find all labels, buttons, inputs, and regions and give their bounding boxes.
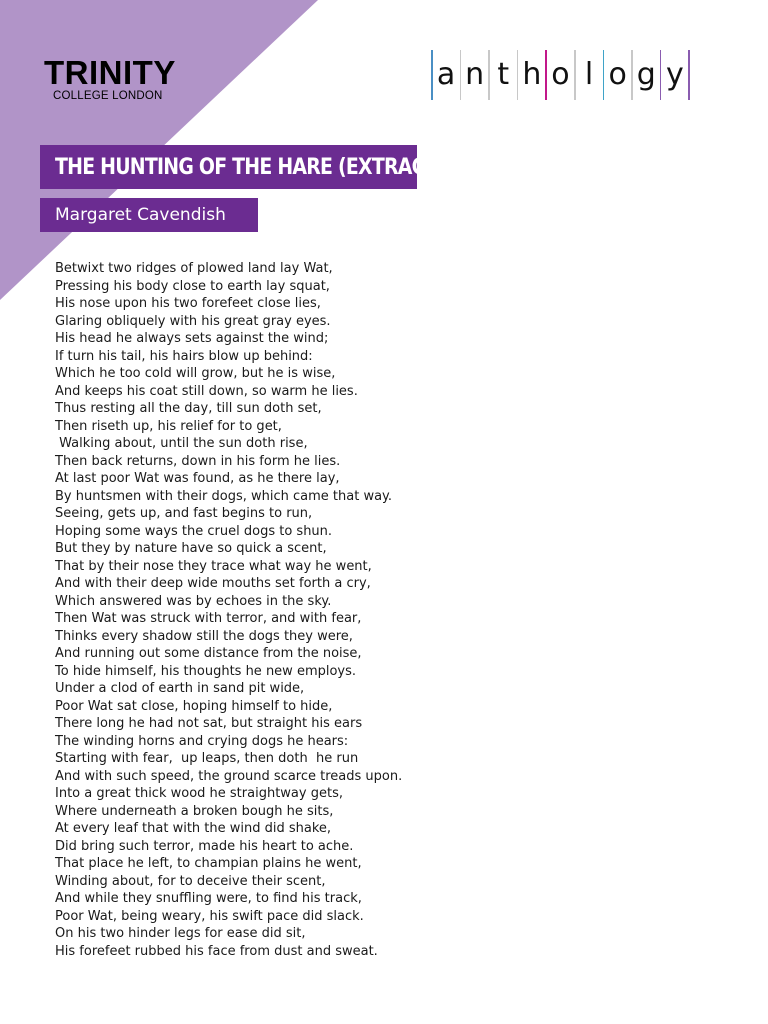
poem-line: There long he had not sat, but straight his ears	[55, 716, 363, 731]
anthology-letter: l	[584, 57, 594, 92]
poem-line: And running out some distance from the noise,	[55, 646, 362, 661]
poem-line: To hide himself, his thoughts he new employs.	[55, 663, 357, 679]
poem-line: At last poor Wat was found, as he there lay,	[55, 471, 340, 486]
poem-line: Betwixt two ridges of plowed land lay Wat,	[55, 261, 333, 276]
title-banner	[40, 145, 445, 189]
poem-line: Thus resting all the day, till sun doth set,	[55, 401, 322, 416]
anthology-letter: n	[465, 57, 485, 92]
poem-line: But they by nature have so quick a scent,	[55, 541, 327, 556]
poem-line: And with their deep wide mouths set forth a cry,	[55, 576, 371, 591]
poem-line: Where underneath a broken bough he sits,	[55, 803, 334, 819]
poem-line: And with such speed, the ground scarce treads upon.	[55, 768, 403, 784]
logo-name: TRINITY	[44, 54, 176, 91]
anthology-letter: o	[608, 57, 627, 92]
poem-line: Which he too cold will grow, but he is wise,	[55, 366, 336, 381]
trinity-college-logo	[44, 56, 176, 103]
logo-subtitle: COLLEGE LONDON	[53, 90, 163, 102]
poem-line: That by their nose they trace what way he went,	[55, 558, 372, 574]
poem-line: Which answered was by echoes in the sky.	[55, 593, 332, 609]
poem-line: His head he always sets against the wind;	[55, 331, 329, 346]
poem-line: And keeps his coat still down, so warm he lies.	[55, 383, 358, 399]
poem-line: Poor Wat sat close, hoping himself to hide,	[55, 698, 333, 714]
poem-line: Then riseth up, his relief for to get,	[55, 418, 282, 434]
poem-line: Pressing his body close to earth lay squat,	[55, 278, 330, 294]
poem-line: If turn his tail, his hairs blow up behind:	[55, 348, 313, 364]
poem-line: His nose upon his two forefeet close lies,	[55, 296, 321, 311]
author-banner	[40, 198, 258, 232]
poem-line: At every leaf that with the wind did shake,	[55, 821, 332, 836]
poem-line: His forefeet rubbed his face from dust and sweat.	[55, 943, 378, 959]
poem-line: Starting with fear, up leaps, then doth he run	[55, 751, 359, 766]
anthology-letter: h	[522, 57, 542, 92]
poem-text	[55, 260, 402, 960]
anthology-letter: a	[436, 57, 456, 92]
anthology-series-logo	[431, 50, 690, 100]
anthology-letter: t	[497, 57, 510, 92]
poem-line: Walking about, until the sun doth rise,	[55, 436, 308, 451]
poem-line: Then back returns, down in his form he lies.	[55, 453, 341, 469]
poem-line: Poor Wat, being weary, his swift pace did slack.	[55, 908, 364, 924]
poem-line: Winding about, for to deceive their scent,	[55, 873, 326, 889]
poem-line: That place he left, to champian plains he went,	[55, 856, 362, 871]
poem-line: The winding horns and crying dogs he hears:	[55, 733, 349, 749]
poem-line: Thinks every shadow still the dogs they were,	[55, 628, 353, 644]
poem-title: THE HUNTING OF THE HARE (EXTRACT)	[55, 154, 445, 180]
poem-line: Seeing, gets up, and fast begins to run,	[55, 506, 313, 521]
poem-line: Hoping some ways the cruel dogs to shun.	[55, 523, 333, 539]
anthology-letter: y	[665, 57, 684, 92]
poem-line: Glaring obliquely with his great gray eyes.	[55, 313, 331, 329]
poem-line: Under a clod of earth in sand pit wide,	[55, 681, 305, 696]
anthology-separator	[688, 50, 690, 100]
poem-line: Into a great thick wood he straightway gets,	[55, 786, 343, 801]
poem-line: Then Wat was struck with terror, and with fear,	[55, 611, 362, 626]
poem-line: On his two hinder legs for ease did sit,	[55, 926, 306, 941]
poem-line: Did bring such terror, made his heart to ache.	[55, 838, 354, 854]
poem-author: Margaret Cavendish	[55, 205, 226, 225]
anthology-letter: g	[636, 57, 656, 92]
poem-line: And while they snuffling were, to find his track,	[55, 891, 362, 906]
poem-line: By huntsmen with their dogs, which came that way.	[55, 488, 393, 504]
anthology-letter: o	[551, 57, 570, 92]
